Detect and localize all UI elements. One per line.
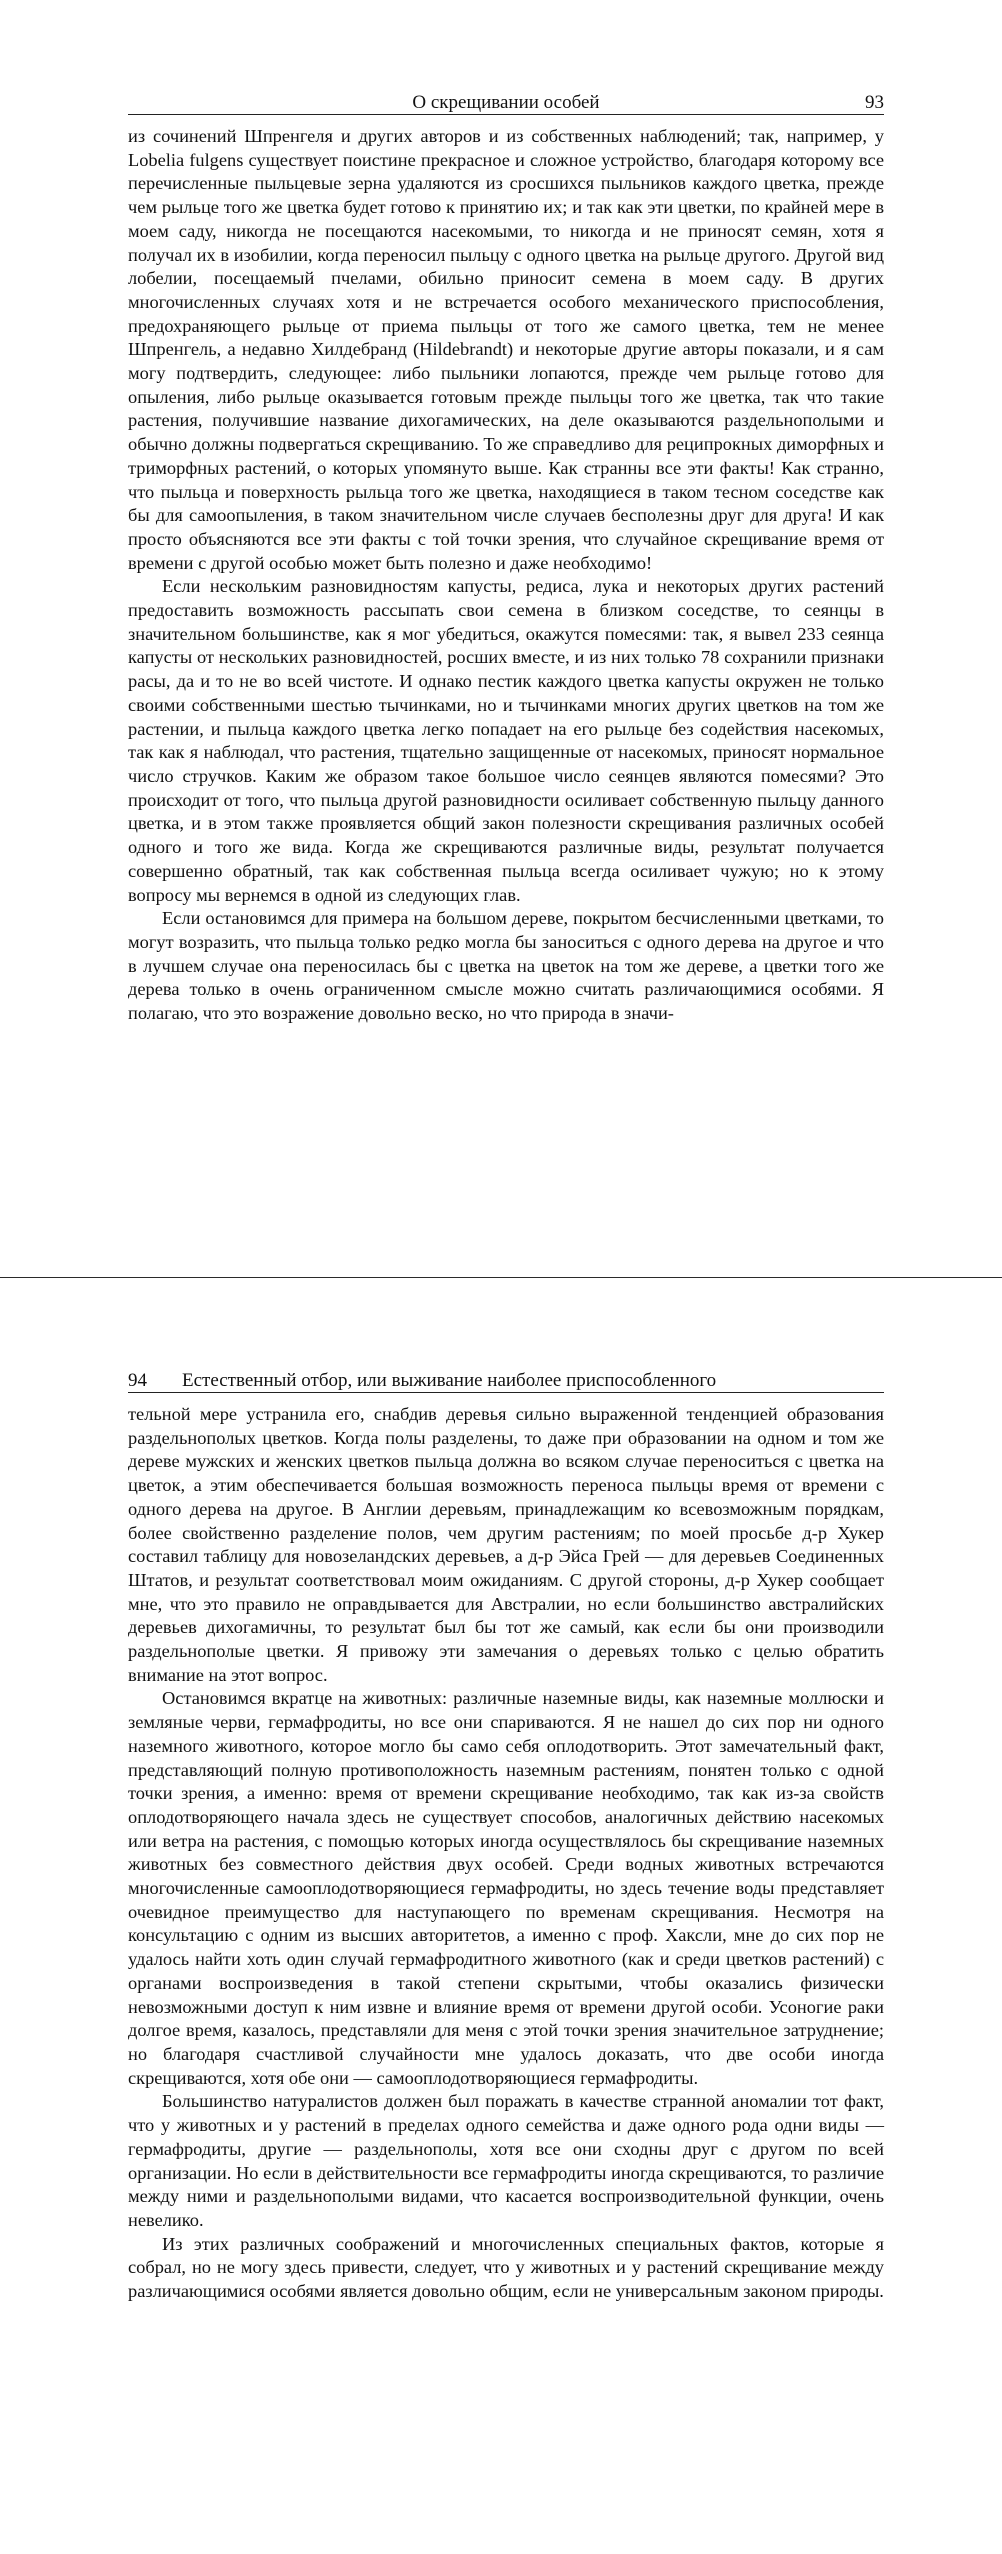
paragraph: Остановимся вкратце на животных: различные наземные виды, как наземные моллюски и земляные черви, гермафродиты, но все они спариваются. Я не нашел до сих пор ни одного наземного животного, которое могло бы само себя оплодотворить. Этот замечательный факт, представляющий полную противоположность наземным растениям, понятен только с одной точки зрения, а именно: время от времени скрещивание необходимо, так как из-за свойств оплодотворяющего начала здесь не существует способов, аналогичных действию насекомых или ветра на растения, с помощью которых иногда осуществлялось бы скрещивание наземных животных без совместного действия двух особей. Среди водных животных встречаются многочисленные самооплодотворяющиеся гермафродиты, но здесь течение воды представляет очевидное преимущество для наступающего по временам скрещивания. Несмотря на консультацию с одним из высших авторитетов, а именно с проф. Хаксли, мне до сих пор не удалось найти хоть один случай гермафродитного животного (как и среди цветков растений) с органами воспроизведения в такой степени скрытыми, чтобы оказались физически невозможными доступ к ним извне и влияние время от времени другой особи. Усоногие раки долгое время, казалось, представляли для меня с этой точки зрения значительное затруднение; но благодаря счастливой случайности мне удалось доказать, что две особи иногда скрещиваются, хотя обе они — самооплодотворяющиеся гермафродиты. [128,1688,884,2088]
body-text [128,1403,884,2304]
running-head-title: О скрещивании особей [412,92,600,113]
running-head-title: Естественный отбор, или выживание наиболее приспособленного [182,1370,717,1391]
running-head [128,1370,884,1393]
page-number: 93 [865,92,884,113]
page-number: 94 [128,1370,147,1391]
paragraph: тельной мере устранила его, снабдив деревья сильно выраженной тенденцией образования раздельнополых цветков. Когда полы разделены, то даже при образовании на одном и том же дереве мужских и женских цветков пыльца должна во всяком случае переноситься с цветка на цветок, а этим обеспечивается большая возможность переноса пыльцы время от времени с одного дерева на другое. В Англии деревьям, принадлежащим ко всевозможным порядкам, более свойственно разделение полов, чем другим растениям; по моей просьбе д-р Хукер составил таблицу для новозеландских деревьев, а д-р Эйса Грей — для деревьев Соединенных Штатов, и результат соответствовал моим ожиданиям. С другой стороны, д-р Хукер сообщает мне, что это правило не оправдывается для Австралии, но если большинство австралийских деревьев дихогамичны, то результат был бы тот же самый, как если бы они производили раздельнополые цветки. Я привожу эти замечания о деревьях только с целью обратить внимание на этот вопрос. [128,1404,884,1685]
running-head [128,92,884,115]
paragraph: Большинство натуралистов должен был поражать в качестве странной аномалии тот факт, что у животных и у растений в пределах одного семейства и даже одного рода одни виды — гермафродиты, другие — раздельнополы, хотя все они сходны друг с другом по всей организации. Но если в действительности все гермафродиты иногда скрещиваются, то различие между ними и раздельнополыми видами, что касается воспроизводительной функции, очень невелико. [128,2091,884,2230]
paragraph: Если остановимся для примера на большом дереве, покрытом бесчисленными цветками, то могут возразить, что пыльца только редко могла бы заноситься с одного дерева на другое и что в лучшем случае она переносилась бы с цветка на цветок на том же дереве, а цветки того же дерева только в очень ограниченном смысле можно считать различающимися особями. Я полагаю, что это возражение довольно веско, но что природа в значи- [128,908,884,1024]
body-text [128,125,884,1026]
paragraph: Если нескольким разновидностям капусты, редиса, лука и некоторых других растений предоставить возможность рассыпать свои семена в близком соседстве, то сеянцы в значительном большинстве, как я мог убедиться, окажутся помесями: так, я вывел 233 сеянца капусты от нескольких разновидностей, росших вместе, и из них только 78 сохранили признаки расы, да и то не во всей чистоте. И однако пестик каждого цветка капусты окружен не только своими собственными шестью тычинками, но и тычинками многих других цветков на том же растении, и пыльца каждого цветка легко попадает на его рыльце без содействия насекомых, так как я наблюдал, что растения, тщательно защищенные от насекомых, приносят нормальное число стручков. Каким же образом такое большое число сеянцев являются помесями? Это происходит от того, что пыльца другой разновидности осиливает собственную пыльцу данного цветка, и в этом также проявляется общий закон полезности скрещивания различных особей одного и того же вида. Когда же скрещиваются различные виды, результат получается совершенно обратный, так как собственная пыльца всегда осиливает чужую; но к этому вопросу мы вернемся в одной из следующих глав. [128,576,884,905]
page-94 [0,1277,1002,2554]
paragraph: Из этих различных соображений и многочисленных специальных фактов, которые я собрал, но не могу здесь привести, следует, что у животных и у растений скрещивание между различающимися особями является довольно общим, если не универсальным законом природы. [128,2233,884,2302]
paragraph: из сочинений Шпренгеля и других авторов и из собственных наблюдений; так, например, у Lobelia fulgens существует поистине прекрасное и сложное устройство, благодаря которому все перечисленные пыльцевые зерна удаляются из сросшихся пыльников каждого цветка, прежде чем рыльце того же цветка будет готово к принятию их; и так как эти цветки, по крайней мере в моем саду, никогда не посещаются насекомыми, то никогда и не приносят семян, хотя я получал их в изобилии, когда переносил пыльцу с одного цветка на рыльце другого. Другой вид лобелии, посещаемый пчелами, обильно приносит семена в моем саду. В других многочисленных случаях хотя и не встречается особого механического приспособления, предохраняющего рыльце от приема пыльцы от того же самого цветка, тем не менее Шпренгель, а недавно Хилдебранд (Hildebrandt) и некоторые другие авторы показали, и я сам могу подтвердить, следующее: либо пыльники лопаются, прежде чем рыльце готово для опыления, либо рыльце оказывается готовым прежде пыльцы того же цветка, так что такие растения, получившие название дихогамических, на деле оказываются раздельнополыми и обычно должны подвергаться скрещиванию. То же справедливо для реципрокных диморфных и триморфных растений, о которых упомянуто выше. Как странны все эти факты! Как странно, что пыльца и поверхность рыльца того же цветка, находящиеся в таком тесном соседстве как бы для самоопыления, в таком значительном числе случаев бесполезны друг для друга! И как просто объясняются все эти факты с той точки зрения, что случайное скрещивание время от времени с другой особью может быть полезно и даже необходимо! [128,126,884,573]
